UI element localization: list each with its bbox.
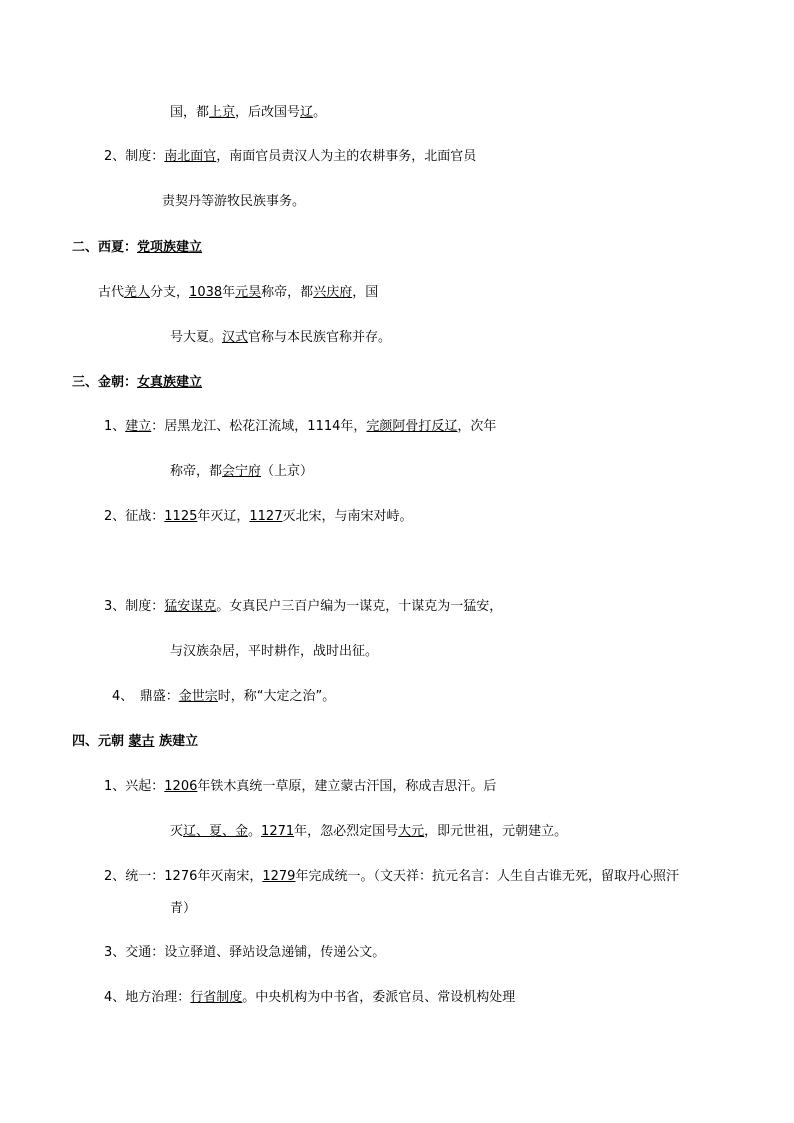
underlined-term: 辽、夏、金 [183,824,249,839]
text-segment: 1、 [104,419,126,434]
text-segment: 称帝，都 [261,285,314,300]
line-liao-system [104,148,476,166]
underlined-term: 辽 [300,105,314,120]
heading-yuan [72,733,198,751]
underlined-term: 大元 [398,824,425,839]
text-segment: 年铁木真统一草原，建立蒙古汗国，称成吉思汗。后 [197,779,497,794]
underlined-term: 党项族建立 [137,240,203,255]
underlined-term: 会宁府 [222,464,262,479]
text-segment: 年完成统一。（文天祥：抗元名言：人生自古谁无死，留取丹心照汗 [295,869,679,884]
text-segment: 族建立 [154,734,199,749]
line-yuan-unification [104,868,679,886]
text-segment: 灭 [170,824,184,839]
underlined-term: 上京 [209,105,236,120]
underlined-term: 南北面官 [164,149,217,164]
text-segment: （上京） [261,464,314,479]
text-segment: 青） [170,901,197,916]
text-segment: 3、制度： [104,599,165,614]
text-segment: 2、统一：1276年灭南宋， [104,869,263,884]
heading-jin [72,374,202,392]
text-segment: ，次年 [457,419,497,434]
text-segment: 。中央机构为中书省，委派官员、常设机构处理 [242,990,516,1005]
text-segment: 三、金朝： [72,375,138,390]
underlined-term: 1127 [249,509,283,524]
text-segment: ，后改国号 [235,105,301,120]
text-segment: 称帝，都 [170,464,223,479]
line-jin-founding-cont [170,463,313,481]
line-jin-system [104,598,502,616]
underlined-term: 金世宗 [178,689,218,704]
underlined-term: 女真族建立 [137,375,203,390]
line-yuan-transport [104,944,385,962]
text-segment: 。 [313,105,327,120]
heading-xixia [72,239,202,257]
line-yuan-rise [104,778,496,796]
text-segment: 1、兴起： [104,779,165,794]
text-segment: 四、元朝 [72,734,129,749]
text-segment: 4、地方治理： [104,990,191,1005]
text-segment: 。女真民户三百户编为一谋克，十谋克为一猛安， [216,599,503,614]
underlined-term: 完颜阿骨打反辽 [366,419,458,434]
text-segment: 年，忽必烈定国号 [294,824,399,839]
line-liao-system-cont [162,193,305,211]
underlined-term: 汉式 [222,330,249,345]
line-jin-peak [112,688,335,706]
text-segment: 2、制度： [104,149,165,164]
text-segment: 3、交通：设立驿道、驿站设急递铺，传递公文。 [104,945,386,960]
line-yuan-governance [104,989,515,1007]
underlined-term: 建立 [125,419,152,434]
text-segment: 灭北宋，与南宋对峙。 [282,509,413,524]
text-segment: 二、西夏： [72,240,138,255]
text-segment: 责契丹等游牧民族事务。 [162,194,306,209]
text-segment: ，南面官员责汉人为主的农耕事务，北面官员 [216,149,477,164]
line-jin-wars [104,508,413,526]
underlined-term: 1279 [262,869,296,884]
text-segment: 国，都 [170,105,210,120]
text-segment: 时，称“大定之治”。 [217,689,336,704]
underlined-term: 兴庆府 [313,285,353,300]
underlined-term: 1038 [189,285,223,300]
underlined-term: 行省制度 [190,990,243,1005]
underlined-term: 羌人 [124,285,151,300]
text-segment: 年 [222,285,236,300]
line-yuan-unification-cont [170,900,196,918]
text-segment: 古代 [98,285,125,300]
underlined-term: 蒙古 [128,734,155,749]
underlined-term: 1125 [164,509,198,524]
text-segment: 号大夏。 [170,330,223,345]
text-segment: 4、 鼎盛： [112,689,179,704]
underlined-term: 元昊 [235,285,262,300]
line-jin-founding [104,418,496,436]
text-segment: ，即元世祖，元朝建立。 [424,824,568,839]
text-segment: 官称与本民族官称并存。 [248,330,392,345]
line-jin-system-cont [170,643,378,661]
line-yuan-rise-cont [170,823,567,841]
text-segment: 2、征战： [104,509,165,524]
text-segment: ，国 [352,285,379,300]
underlined-term: 1206 [164,779,198,794]
text-segment: 分支， [150,285,190,300]
underlined-term: 猛安谋克 [164,599,217,614]
text-segment: 年灭辽， [197,509,250,524]
text-segment: ：居黑龙江、松花江流域，1114年， [151,419,367,434]
text-segment: 。 [248,824,262,839]
line-liao-capital [170,104,326,122]
text-segment: 与汉族杂居，平时耕作，战时出征。 [170,644,379,659]
line-xixia-origin-cont [170,329,391,347]
line-xixia-origin [98,284,378,302]
underlined-term: 1271 [261,824,295,839]
